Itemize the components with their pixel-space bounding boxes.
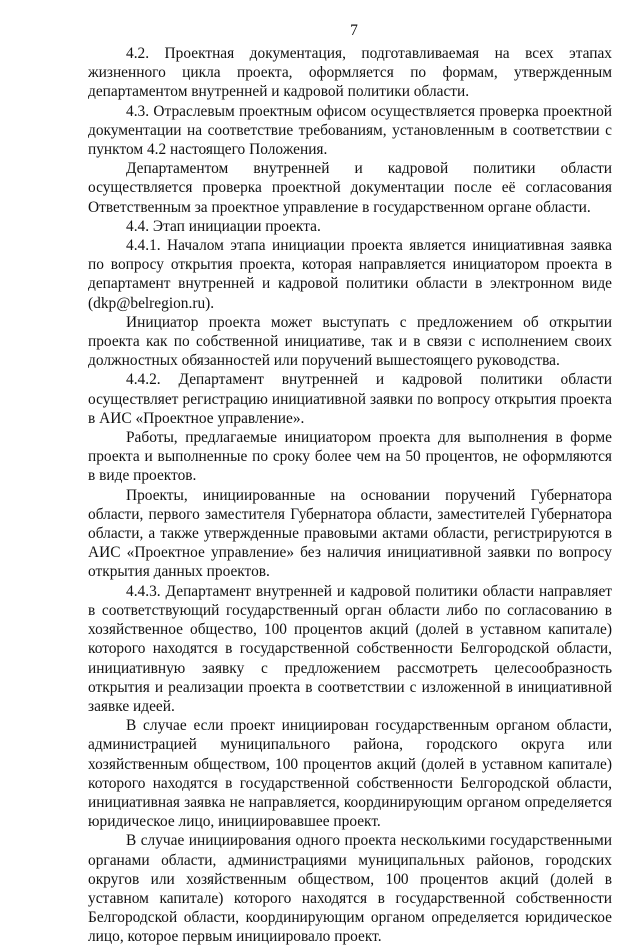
paragraph-4-2: 4.2. Проектная документация, подготавливаемая на всех этапах жизненного цикла проекта, оформляется по формам, утвержденным департаментом внутренней и кадровой политики области.	[88, 45, 612, 101]
paragraph-works: Работы, предлагаемые инициатором проекта для выполнения в форме проекта и выполненные по сроку более чем на 50 процентов, не оформляются в виде проектов.	[88, 429, 612, 485]
paragraph-verification: Департаментом внутренней и кадровой политики области осуществляется проверка проектной документации после её согласования Ответственным за проектное управление в государственном органе области.	[88, 160, 612, 216]
paragraph-4-4-2: 4.4.2. Департамент внутренней и кадровой политики области осуществляет регистрацию инициативной заявки по вопросу открытия проекта в АИС «Проектное управление».	[88, 371, 612, 427]
paragraph-4-3: 4.3. Отраслевым проектным офисом осуществляется проверка проектной документации на соответствие требованиям, установленным в соответствии с пунктом 4.2 настоящего Положения.	[88, 102, 612, 159]
paragraph-initiator: Инициатор проекта может выступать с предложением об открытии проекта как по собственной инициативе, так и в связи с исполнением своих должностных обязанностей или поручений вышестоящего руководства.	[88, 313, 612, 370]
paragraph-case-multiple: В случае инициирования одного проекта несколькими государственными органами области, администрациями муниципальных районов, городских округов или хозяйственным обществом, 100 процентов акций (долей в уставном капитале) которого находятся в государственной собственности Белгородской области, координирующим органом определяется юридическое лицо, которое первым инициировало проект.	[88, 832, 612, 946]
paragraph-4-4-1: 4.4.1. Началом этапа инициации проекта является инициативная заявка по вопросу открытия проекта, которая направляется инициатором проекта в департамент внутренней и кадровой политики области в электронном виде (dkp@belregion.ru).	[88, 237, 612, 312]
paragraph-4-4-3: 4.4.3. Департамент внутренней и кадровой политики области направляет в соответствующий государственный орган области либо по согласованию в хозяйственное общество, 100 процентов акций (долей в уставном капитале) которого находятся в государственной собственности Белгородской области, инициативную заявку с предложением рассмотреть целесообразность открытия и реализации проекта в соответствии с изложенной в инициативной заявке идеей.	[88, 582, 612, 715]
paragraph-4-4-heading: 4.4. Этап инициации проекта.	[126, 217, 321, 235]
page-number: 7	[350, 22, 358, 39]
paragraph-projects: Проекты, инициированные на основании поручений Губернатора области, первого заместителя Губернатора области, заместителей Губернатора области, а также утвержденные правовыми актами области, регистрируются в АИС «Проектное управление» без наличия инициативной заявки по вопросу открытия данных проектов.	[88, 486, 612, 581]
paragraph-case-initiated: В случае если проект инициирован государственным органом области, администрацией муниципального района, городского округа или хозяйственным обществом, 100 процентов акций (долей в уставном капитале) которого находятся в государственной собственности Белгородской области, инициативная заявка не направляется, координирующим органом определяется юридическое лицо, инициировавшее проект.	[88, 717, 612, 831]
